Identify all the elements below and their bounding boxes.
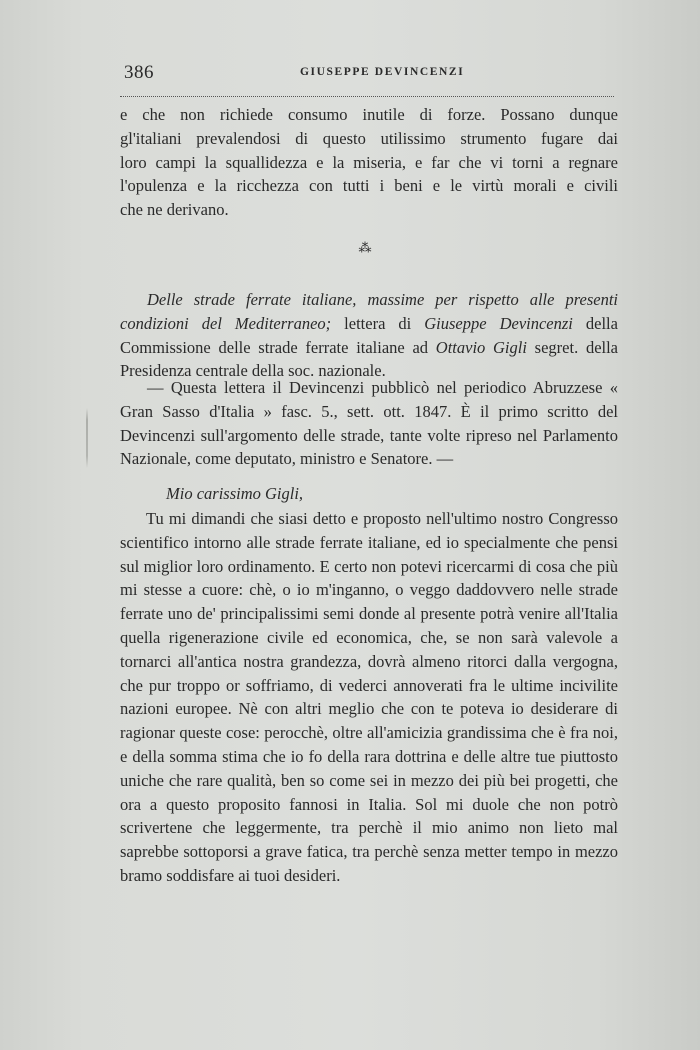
paragraph-1-line: gl'italiani prevalendosi di questo utilissimo strumento fugare dai [120, 128, 618, 148]
paragraph-1-line: che ne derivano. [120, 200, 229, 220]
paragraph-1-line: e che non richiede consumo inutile di forze. Possano dunque [120, 105, 618, 124]
paragraph-1-line: l'opulenza e la ricchezza con tutti i beni e le virtù morali e civili [120, 176, 618, 196]
author-name: Giuseppe Devincenzi [424, 313, 573, 333]
running-head: GIUSEPPE DEVINCENZI [300, 66, 465, 78]
editorial-note-text: — Questa lettera il Devincenzi pubblicò nel periodico Abruzzese « Gran Sasso d'Italia » fasc. 5., sett. ott. 1847. È il primo scritto del Devincenzi sull'argomento delle strade, tante volte ripreso nel Parlamento Nazionale, come deputato, ministro e Senatore. — [120, 378, 618, 469]
title-text-3: segret. della Presidenza centrale della soc. nazionale. [120, 337, 619, 381]
letter-body-text: Tu mi dimandi che siasi detto e proposto nell'ultimo nostro Congresso scientifico intorno alle strade ferrate italiane, ed io specialmente che pensi sul miglior loro ordinamento. E certo non potevi ricercarmi di cosa che più mi stesse a cuore: chè, o io m'inganno, o veggo daddovvero nelle strade ferrate uno de' principalissimi semi donde al presente potrà venire all'Italia quella rigenerazione civile ed economica, che, se non sarà valevole a tornarci all'antica nostra grandezza, dovrà almeno ritorci dalla vergogna, che pur troppo or soffriamo, di vederci annoverati fra le ultime incivilite nazioni europee. Nè con altri meglio che con te poteva io desiderare di ragionar queste cose: perocchè, oltre all'amicizia grandissima che è fra noi, e della somma stima che io fo della rara dottrina e delle altre tue piuttosto uniche che rare qualità, ben so come sei in mezzo dei più bei progetti, che ora a questo proposito fannosi in Italia. Sol mi duole che non potrò scrivertene che leggermente, tra perchè il mio animo non lieto mal saprebbe sottoporsi a grave fatica, tra perchè senza metter tempo in mezzo bramo soddisfare ai tuoi desideri. [120, 509, 618, 885]
title-text-2: della Commissione delle strade ferrate italiane ad [120, 313, 618, 357]
letter-salutation: Mio carissimo Gigli, [166, 484, 304, 503]
editorial-note [120, 376, 618, 471]
paragraph-1 [120, 103, 618, 222]
header-dotted-rule [120, 96, 614, 97]
letter-title: Delle strade ferrate italiane, massime per rispetto alle presenti condizioni del Mediterraneo; [120, 290, 618, 333]
letter-body [120, 507, 618, 888]
page-header [120, 60, 614, 100]
letter-title-paragraph [120, 288, 618, 383]
recipient-name: Ottavio Gigli [435, 337, 527, 357]
page-number: 386 [124, 62, 154, 83]
title-text-1: lettera di [331, 313, 425, 333]
letter-title-block [120, 288, 618, 383]
page-edge-mark [86, 408, 88, 468]
paragraph-1-line: loro campi la squallidezza e la miseria, e far che vi torni a regnare [120, 152, 618, 172]
asterism-separator: ⁂ [358, 240, 372, 255]
